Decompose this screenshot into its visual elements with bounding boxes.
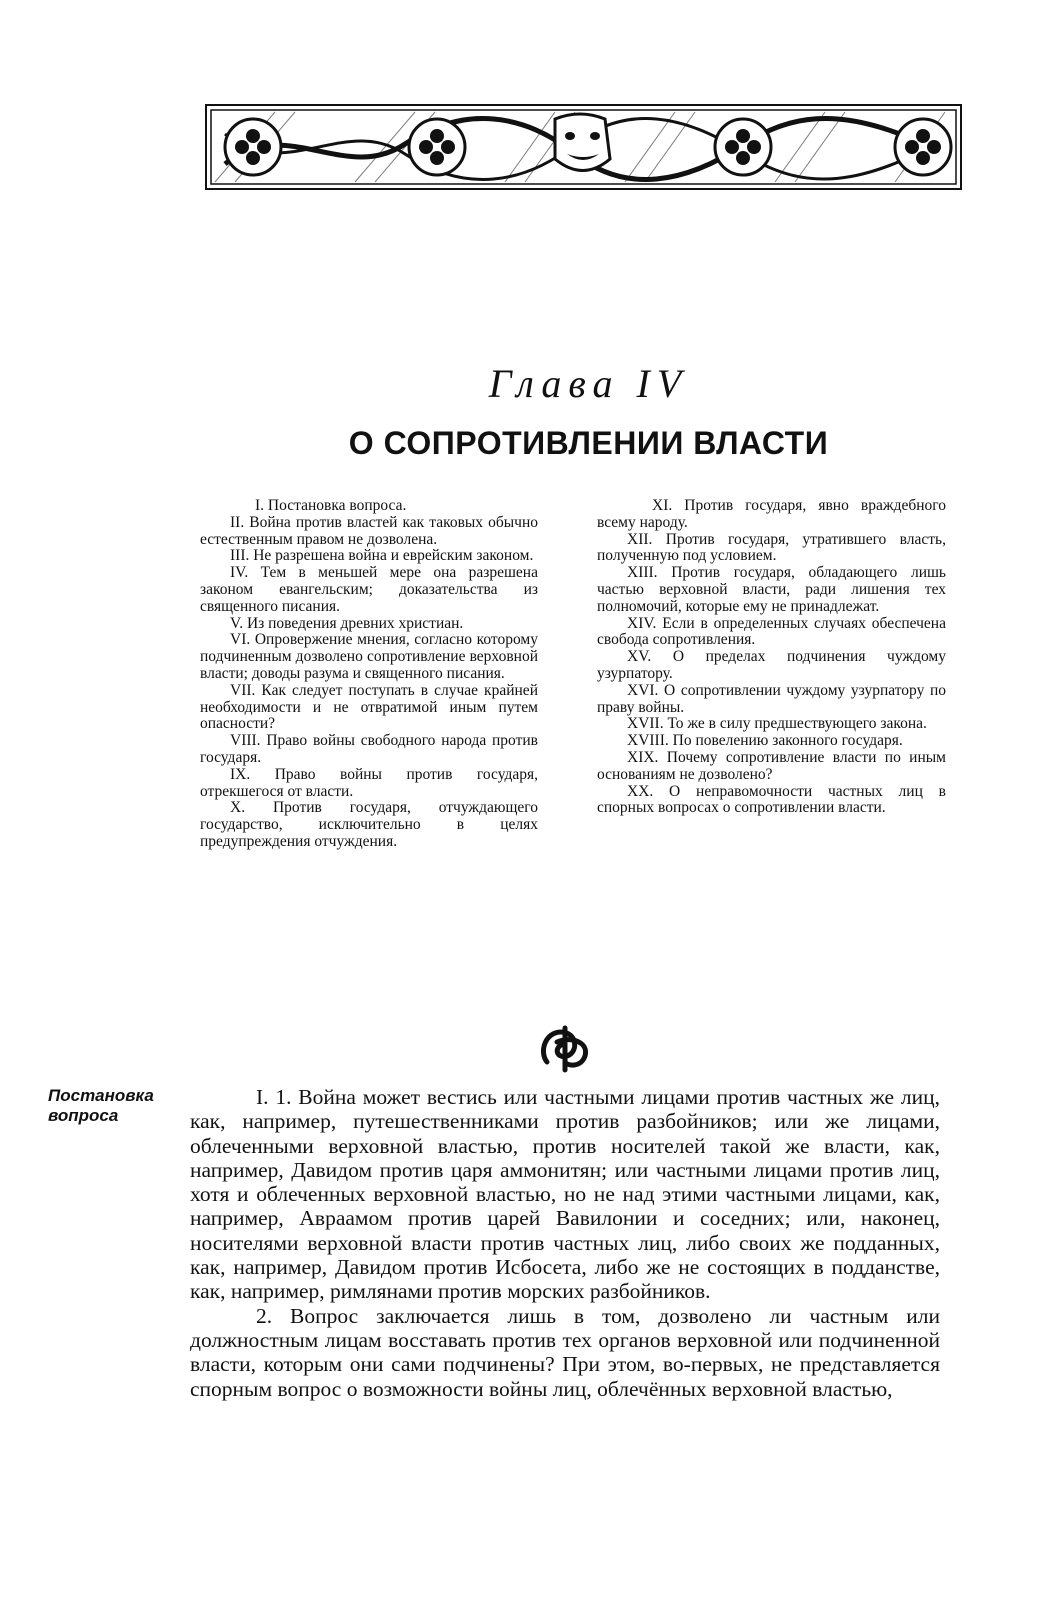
toc-item: XV. О пределах подчинения чуждому узурпатору. xyxy=(597,648,946,682)
chapter-title: О СОПРОТИВЛЕНИИ ВЛАСТИ xyxy=(348,425,829,461)
toc-item: XIII. Против государя, обладающего лишь частью верховной власти, ради лишения тех полномочий, которые ему не принадлежат. xyxy=(597,564,946,615)
toc-item: XII. Против государя, утратившего власть, полученную под условием. xyxy=(597,530,946,565)
toc-item: VI. Опровержение мнения, согласно которому подчиненным дозволено сопротивление верховной власти; доводы разума и священного писания. xyxy=(200,631,538,682)
toc-item: V. Из поведения древних христиан. xyxy=(230,614,464,632)
toc-right-column xyxy=(597,498,946,817)
toc-item: II. Война против властей как таковых обычно естественным правом не дозволена. xyxy=(200,513,538,548)
toc-left-column xyxy=(200,498,538,851)
toc-item: I. Постановка вопроса. xyxy=(255,497,407,514)
toc-item: XVI. О сопротивлении чуждому узурпатору по праву войны. xyxy=(597,681,946,716)
toc-item: IV. Тем в меньшей мере она разрешена законом евангельским; доказательства из священного писания. xyxy=(200,564,538,615)
paragraph: I. 1. Война может вестись или частными лицами против частных же лиц, как, например, путешественниками против разбойников; или же лицами, облеченными верховной властью, против носителей такой же власти, как, например, Давидом против царя аммонитян; или частными лицами против лиц, хотя и облеченных верховной властью, но не над этими частными лицами, как, например, Авраамом против царей Вавилонии и соседних; или, наконец, носителями верховной власти против частных лиц, либо своих же подданных, как, например, Давидом против Исбосета, либо же не состоящих в подданстве, как, например, римлянами против морских разбойников. xyxy=(190,1085,940,1304)
chapter-number: Глава IV xyxy=(488,361,689,406)
toc-item: XVII. То же в силу предшествующего закона. xyxy=(627,715,927,733)
toc-item: III. Не разрешена война и еврейским законом. xyxy=(230,547,534,565)
toc-item: XX. О неправомочности частных лиц в спорных вопросах о сопротивлении власти. xyxy=(597,782,946,817)
toc-item: XI. Против государя, явно враждебного всему народу. xyxy=(597,497,946,531)
toc-item: VIII. Право войны свободного народа против государя. xyxy=(200,732,538,766)
toc-item: X. Против государя, отчуждающего государство, исключительно в целях предупреждения отчуждения. xyxy=(200,799,538,850)
toc-item: IX. Право войны против государя, отрекшегося от власти. xyxy=(200,765,538,800)
toc-item: XIV. Если в определенных случаях обеспечена свобода сопротивления. xyxy=(597,614,946,649)
monogram-ornament-icon xyxy=(537,1022,593,1074)
toc-item: XIX. Почему сопротивление власти по иным основаниям не дозволено? xyxy=(597,748,946,783)
toc-item: VII. Как следует поступать в случае крайней необходимости и не отвратимой иным путем опасности? xyxy=(200,681,538,733)
main-text xyxy=(190,1085,940,1401)
paragraph: 2. Вопрос заключается лишь в том, дозволено ли частным или должностным лицам восставать против тех органов верховной или подчиненной власти, которым они сами подчинены? При этом, во-первых, не представляется спорным вопрос о возможности войны лиц, облечённых верховной властью, xyxy=(190,1303,940,1401)
toc-item: XVIII. По повелению законного государя. xyxy=(627,732,903,750)
margin-note: Постановка вопроса xyxy=(48,1086,154,1125)
ornament-header-image xyxy=(205,104,962,190)
